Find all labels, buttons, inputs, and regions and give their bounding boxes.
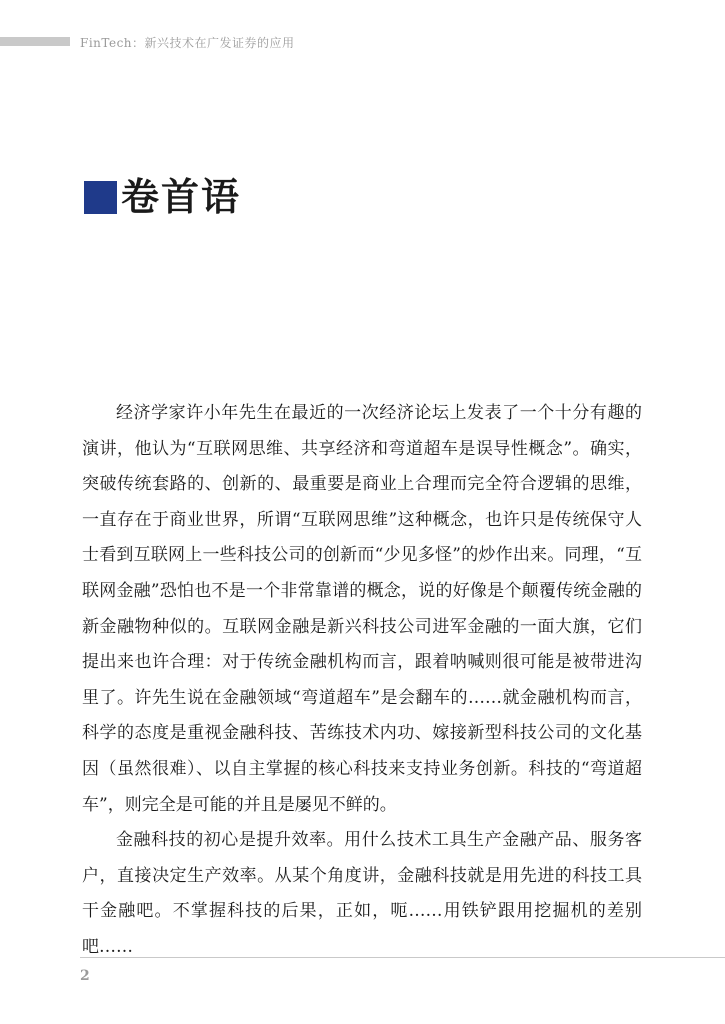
paragraph: 金融科技的初心是提升效率。用什么技术工具生产金融产品、服务客户，直接决定生产效率。从某个角度讲，金融科技就是用先进的科技工具干金融吧。不掌握科技的后果，正如，呃……用铁铲跟用挖掘机的差别吧……	[82, 830, 642, 957]
title-square-icon	[84, 181, 117, 214]
footer-divider	[80, 957, 725, 958]
running-header: FinTech：新兴技术在广发证券的应用	[80, 36, 295, 50]
page-number: 2	[80, 968, 90, 984]
title-text: 卷首语	[121, 175, 242, 219]
paragraph: 经济学家许小年先生在最近的一次经济论坛上发表了一个十分有趣的演讲，他认为“互联网思维、共享经济和弯道超车是误导性概念”。确实，突破传统套路的、创新的、最重要是商业上合理而完全符合逻辑的思维，一直存在于商业世界，所谓“互联网思维”这种概念，也许只是传统保守人士看到互联网上一些科技公司的创新而“少见多怪”的炒作出来。同理，“互联网金融”恐怕也不是一个非常靠谱的概念，说的好像是个颠覆传统金融的新金融物种似的。互联网金融是新兴科技公司进军金融的一面大旗，它们提出来也许合理：对于传统金融机构而言，跟着呐喊则很可能是被带进沟里了。许先生说在金融领域“弯道超车”是会翻车的……就金融机构而言，科学的态度是重视金融科技、苦练技术内功、嫁接新型科技公司的文化基因（虽然很难）、以自主掌握的核心科技来支持业务创新。科技的“弯道超车”，则完全是可能的并且是屡见不鲜的。	[82, 403, 642, 815]
page-title	[84, 172, 241, 222]
body-text	[82, 396, 642, 966]
header-bar	[0, 37, 70, 46]
